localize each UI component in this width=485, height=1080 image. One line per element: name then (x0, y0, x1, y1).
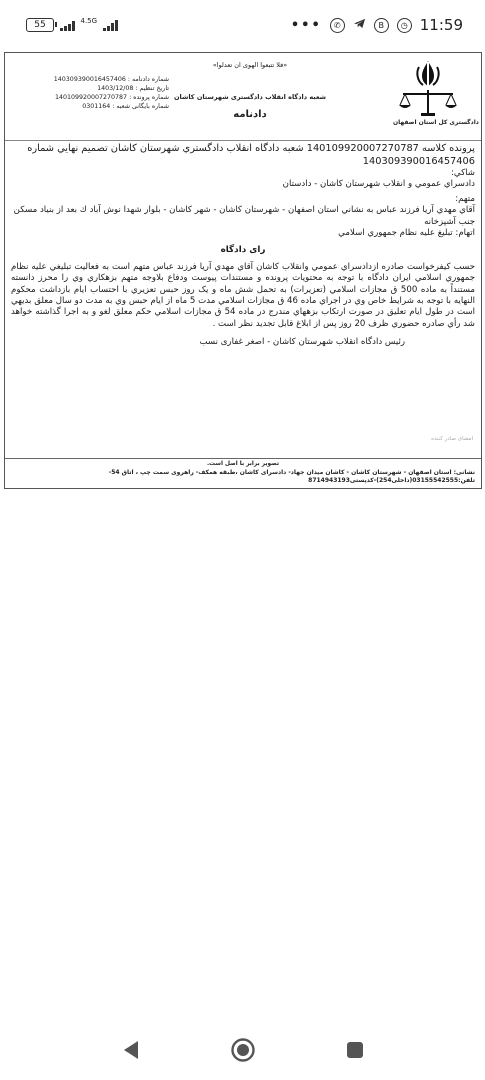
court-branch: شعبه دادگاه انقلاب دادگستری شهرستان کاشان (173, 93, 327, 101)
recents-button[interactable] (342, 1037, 368, 1063)
charge: اتهام: تبليغ عليه نظام جمهوري اسلامي (338, 228, 475, 239)
emblem-caption: دادگستری کل استان اصفهان (393, 119, 479, 126)
navigation-bar (0, 1020, 485, 1080)
signal-icon (60, 19, 75, 31)
archive-number: شماره بایگانی شعبه : 0301164 (82, 103, 169, 110)
complainant: دادسراي عمومي و انقلاب شهرستان كاشان - دادستان (282, 179, 475, 190)
verdict-title: رای دادگاه (220, 245, 266, 256)
accused-label: متهم: (455, 193, 475, 204)
issuer-stamp: امضای صادر کننده (431, 436, 473, 442)
document-title: دادنامه (233, 109, 267, 120)
court-document (4, 52, 482, 489)
verdict-text: حسب كيفرخواست صادره ازدادسراي عمومي وانقلاب كاشان آقاي مهدي آريا فرزند عباس متهم است به فعاليت تبليغي عليه نظام جمهوري اسلامي ايران دادگاه با توجه به محتويات پرونده و مستندات پيوست ودفاع بلاوجه متهم بزهكاري وي را محرز دانسته مستنداً به ماده 500 ق مجازات اسلامي (تعزيرات) به تحمل شش ماه و يک روز حبس تعزيري با احتساب ايام بازداشت محكوم النهايه با توجه به شرايط خاص وي در اجراي ماده 46 ق مجازات اسلامي مدت 5 ماه از ايام حبس وي به مدت دو سال معلق بديهي است در طول ايام تعليق در صورت ارتكاب بزههاي مندرج در ماده 54 ق مجازات اسلامي حكم معلق لغو و به اجرا گذاشته خواهد شد رأي صادره حضوري ظرف 20 روز پس از ابلاغ قابل تجديد نظر است . (11, 261, 475, 329)
issue-date: تاریخ تنظیم : 1403/12/08 (97, 85, 169, 92)
emblem (393, 59, 479, 126)
iran-emblem-icon (413, 59, 443, 89)
alarm-icon: ◷ (397, 18, 412, 33)
header-motto: «فلا تتبعوا الهوی ان تعدلوا» (212, 61, 288, 69)
verdict-number: شماره دادنامه : 140309390016457406 (53, 76, 169, 83)
b-app-icon: B (374, 18, 389, 33)
document-footer (5, 458, 481, 488)
status-left (26, 18, 118, 32)
document-header (5, 53, 481, 141)
battery-icon (26, 18, 54, 32)
complainant-label: شاكي: (451, 168, 475, 178)
home-icon (230, 1037, 256, 1063)
recents-icon (345, 1040, 365, 1060)
back-icon (121, 1039, 141, 1061)
scales-icon (397, 89, 459, 117)
back-button[interactable] (118, 1037, 144, 1063)
clock: 11:59 (419, 16, 463, 34)
document-body (11, 143, 475, 349)
court-address: نشانی: استان اصفهان - شهرستان کاشان - کاشان میدان جهاد- دادسرای کاشان ،طبقه همکف- راهروی سمت چپ ، اتاق 54-تلفن:03155542555(داخلی254)-کدپستی8714943193 (108, 468, 475, 484)
status-right (291, 16, 463, 34)
signal-icon-2 (103, 19, 118, 31)
network-type: 4.5G (80, 16, 98, 25)
document-meta (19, 75, 169, 111)
accused: آقاي مهدي آريا فرزند عباس به نشاني استان اصفهان - شهرستان كاشان - شهر كاشان - بلوار شهدا نوش آباد ك بعد از بنياد مسكن جنب آشپزخانه (13, 205, 475, 227)
case-line: پرونده كلاسه 140109920007270787 شعبه دادگاه انقلاب دادگستري شهرستان كاشان تصميم نهايي شماره 140309390016457406 (27, 143, 475, 167)
case-number: شماره پرونده : 140109920007270787 (54, 94, 169, 101)
telegram-icon (353, 17, 366, 34)
home-button[interactable] (230, 1037, 256, 1063)
status-bar (0, 0, 485, 50)
judge-signature: رئيس دادگاه انقلاب شهرستان كاشان - اصغر غفاری نسب (199, 337, 405, 348)
overflow-dots: ••• (290, 17, 322, 33)
whatsapp-icon: ✆ (330, 18, 345, 33)
copy-certification: تصویر برابر با اصل است. (206, 461, 280, 467)
battery-level: 55 (34, 20, 46, 30)
